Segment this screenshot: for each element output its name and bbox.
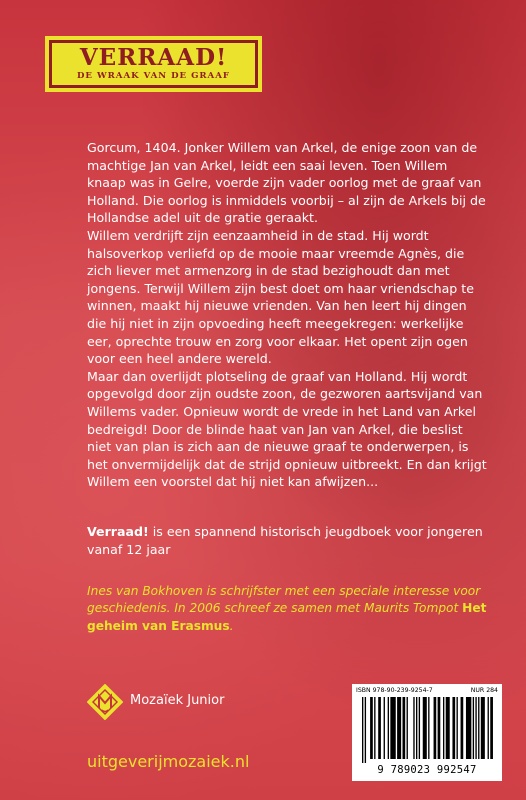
nur-code: NUR 284 [470,687,498,694]
title-frame [49,40,258,88]
tagline-text: is een spannend historisch jeugdboek voor jongeren vanaf 12 jaar [87,524,483,557]
barcode-bar [490,697,493,759]
barcode-digits: 9 789023 992547 [377,764,477,776]
barcode-bar [413,697,414,759]
barcode-bar [443,697,444,759]
barcode-bar [452,697,455,759]
barcode-bar [370,697,373,759]
tagline-title: Verraad! [87,524,149,539]
isbn-line [356,687,498,694]
author-previous-book: Het geheim van Erasmus [87,601,487,633]
barcode-bar [388,697,389,759]
publisher-name: Mozaïek Junior [130,693,225,708]
barcode-bar [423,697,427,759]
publisher-logo-icon [87,684,123,720]
barcode-bar [475,697,476,759]
barcode-bar [397,697,401,759]
barcode-bar [446,697,450,759]
barcode-bar [384,697,385,759]
barcode-bar [362,697,363,763]
barcode-bar [419,697,420,759]
isbn-number: ISBN 978-90-239-9254-7 [356,687,433,694]
barcode-bar [378,697,381,759]
barcode-bar [416,697,417,759]
barcode-bar [390,697,395,759]
barcode-bar [481,697,485,759]
barcode-bar [374,697,375,759]
barcode-bar [457,697,458,759]
barcode-bar [488,697,489,759]
title-label [45,36,262,92]
book-title: VERRAAD! [79,44,228,71]
barcode-bar [473,697,474,759]
barcode-icon [356,697,498,763]
author-bio-text: Ines van Bokhoven is schrijfster met een speciale interesse voor geschiedenis. In 2006 schreef ze samen met Maurits Tompot [87,584,481,616]
barcode-bar [478,697,479,759]
barcode-bar [428,697,429,759]
blurb-paragraph: Maar dan overlijdt plotseling de graaf van Holland. Hij wordt opgevolgd door zijn oudste zoon, de gezworen aartsvijand van Willems vader. Opnieuw wordt de vrede in het Land van Arkel bedreigd! Door de blinde haat van Jan van Arkel, die beslist niet van plan is zich aan de nieuwe graaf te onderwerpen, is het onvermijdelijk dat de strijd opnieuw uitbreekt. En dan krijgt Willem een voorstel dat hij niet kan afwijzen... [87,368,487,490]
book-subtitle: DE WRAAK VAN DE GRAAF [76,71,230,81]
barcode-bar [434,697,437,759]
barcode-bar [403,697,406,759]
blurb-text [87,139,487,491]
blurb-paragraph: Willem verdrijft zijn eenzaamheid in de stad. Hij wordt halsoverkop verliefd op de mooie maar vreemde Agnès, die zich liever met armenzorg in de stad bezighoudt dan met jongens. Terwijl Willem zijn best doet om haar vriendschap te winnen, maakt hij nieuwe vrienden. Van hen leert hij dingen die hij niet in zijn opvoeding heeft meegekregen: werkelijke eer, oprechte trouw en zorg voor elkaar. Het opent zijn ogen voor een heel andere wereld. [87,227,474,367]
barcode-bar [438,697,441,759]
barcode-bar [407,697,408,759]
author-bio-end: . [229,618,234,633]
barcode-bar [466,697,471,759]
barcode-bar [461,697,464,759]
barcode-panel [352,684,502,781]
barcode-bar [365,697,366,763]
publisher-website: uitgeverijmozaiek.nl [87,752,250,771]
author-bio [87,583,497,635]
blurb-paragraph: Gorcum, 1404. Jonker Willem van Arkel, de enige zoon van de machtige Jan van Arkel, leidt een saai leven. Toen Willem knaap was in Gelre, voerde zijn vader oorlog met de graaf van Holland. Die oorlog is inmiddels voorbij – al zijn de Arkels bij de Hollandse adel uit de gratie geraakt. [87,140,486,226]
tagline [87,523,487,558]
